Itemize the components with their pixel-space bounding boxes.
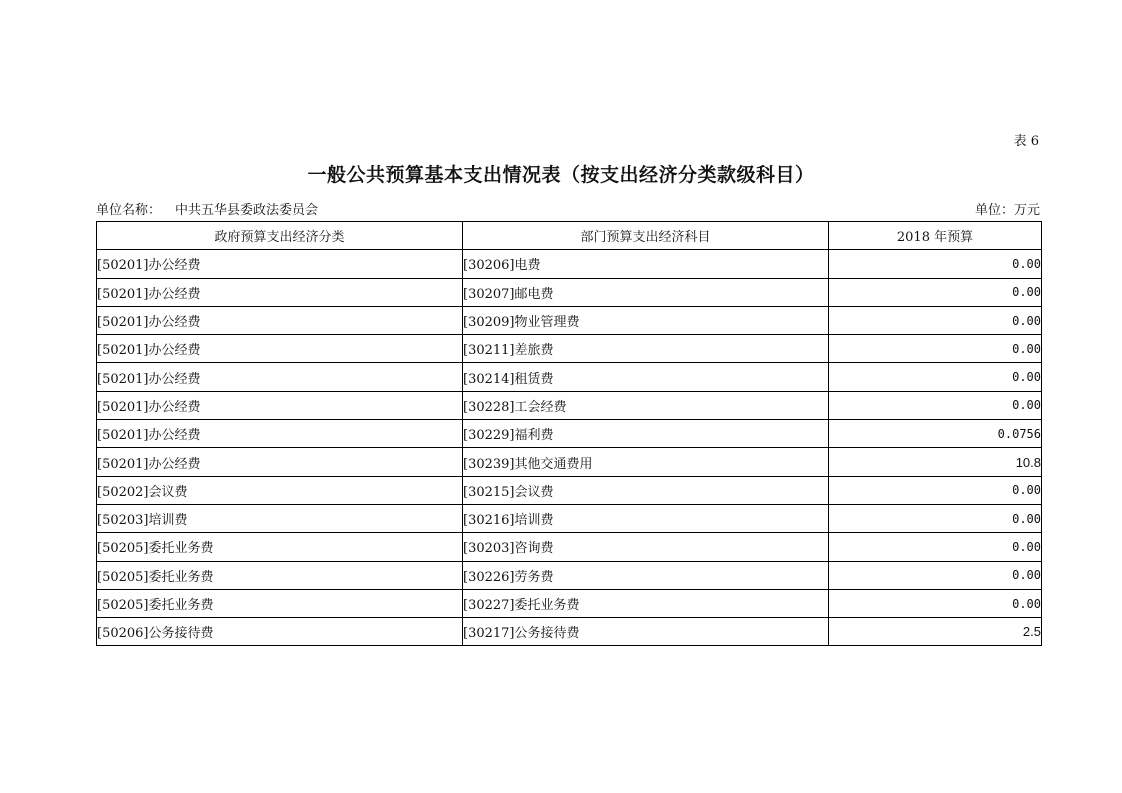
dept-subject-cell: [30203]咨询费 [463, 533, 829, 561]
gov-category-cell: [50202]会议费 [97, 476, 463, 504]
table-header-row [97, 222, 1042, 250]
table-row [97, 278, 1042, 306]
table-row [97, 618, 1042, 646]
table-row [97, 589, 1042, 617]
gov-category-cell: [50206]公务接待费 [97, 618, 463, 646]
gov-category-cell: [50201]办公经费 [97, 448, 463, 476]
gov-category-cell: [50201]办公经费 [97, 278, 463, 306]
table-row [97, 391, 1042, 419]
gov-category-cell: [50205]委托业务费 [97, 533, 463, 561]
dept-subject-cell: [30211]差旅费 [463, 335, 829, 363]
table-row [97, 335, 1042, 363]
table-row [97, 533, 1042, 561]
gov-category-cell: [50201]办公经费 [97, 391, 463, 419]
dept-subject-cell: [30215]会议费 [463, 476, 829, 504]
dept-subject-cell: [30209]物业管理费 [463, 306, 829, 334]
gov-category-cell: [50201]办公经费 [97, 250, 463, 278]
table-row [97, 363, 1042, 391]
table-row [97, 476, 1042, 504]
dept-subject-cell: [30207]邮电费 [463, 278, 829, 306]
header-dept-subject: 部门预算支出经济科目 [463, 222, 829, 250]
currency-unit: 单位：万元 [974, 203, 1040, 218]
header-budget-2018: 2018 年预算 [829, 222, 1042, 250]
budget-table [96, 221, 1042, 646]
budget-amount-cell: 0.00 [829, 335, 1042, 363]
budget-amount-cell: 0.00 [829, 250, 1042, 278]
budget-amount-cell: 0.00 [829, 476, 1042, 504]
gov-category-cell: [50201]办公经费 [97, 420, 463, 448]
budget-amount-cell: 0.00 [829, 306, 1042, 334]
budget-amount-cell: 0.00 [829, 561, 1042, 589]
dept-subject-cell: [30239]其他交通费用 [463, 448, 829, 476]
table-row [97, 561, 1042, 589]
dept-subject-cell: [30228]工会经费 [463, 391, 829, 419]
gov-category-cell: [50205]委托业务费 [97, 561, 463, 589]
budget-amount-cell: 0.0756 [829, 420, 1042, 448]
budget-amount-cell: 0.00 [829, 533, 1042, 561]
header-gov-category: 政府预算支出经济分类 [97, 222, 463, 250]
budget-amount-cell: 0.00 [829, 363, 1042, 391]
budget-amount-cell: 0.00 [829, 391, 1042, 419]
page-title: 一般公共预算基本支出情况表（按支出经济分类款级科目） [307, 164, 815, 186]
dept-subject-cell: [30217]公务接待费 [463, 618, 829, 646]
table-body [97, 250, 1042, 646]
unit-name-line [96, 199, 318, 218]
budget-amount-cell: 0.00 [829, 504, 1042, 532]
budget-amount-cell: 0.00 [829, 589, 1042, 617]
dept-subject-cell: [30216]培训费 [463, 504, 829, 532]
budget-amount-cell: 0.00 [829, 278, 1042, 306]
budget-amount-cell: 2.5 [829, 618, 1042, 646]
dept-subject-cell: [30227]委托业务费 [463, 589, 829, 617]
gov-category-cell: [50201]办公经费 [97, 335, 463, 363]
table-row [97, 306, 1042, 334]
dept-subject-cell: [30229]福利费 [463, 420, 829, 448]
dept-subject-cell: [30214]租赁费 [463, 363, 829, 391]
gov-category-cell: [50205]委托业务费 [97, 589, 463, 617]
gov-category-cell: [50201]办公经费 [97, 363, 463, 391]
budget-amount-cell: 10.8 [829, 448, 1042, 476]
unit-name-value: 中共五华县委政法委员会 [175, 203, 319, 218]
table-row [97, 504, 1042, 532]
unit-name-label: 单位名称： [96, 203, 162, 218]
dept-subject-cell: [30226]劳务费 [463, 561, 829, 589]
table-number: 表 6 [1013, 134, 1039, 149]
table-row [97, 420, 1042, 448]
gov-category-cell: [50201]办公经费 [97, 306, 463, 334]
gov-category-cell: [50203]培训费 [97, 504, 463, 532]
table-row [97, 448, 1042, 476]
dept-subject-cell: [30206]电费 [463, 250, 829, 278]
table-row [97, 250, 1042, 278]
